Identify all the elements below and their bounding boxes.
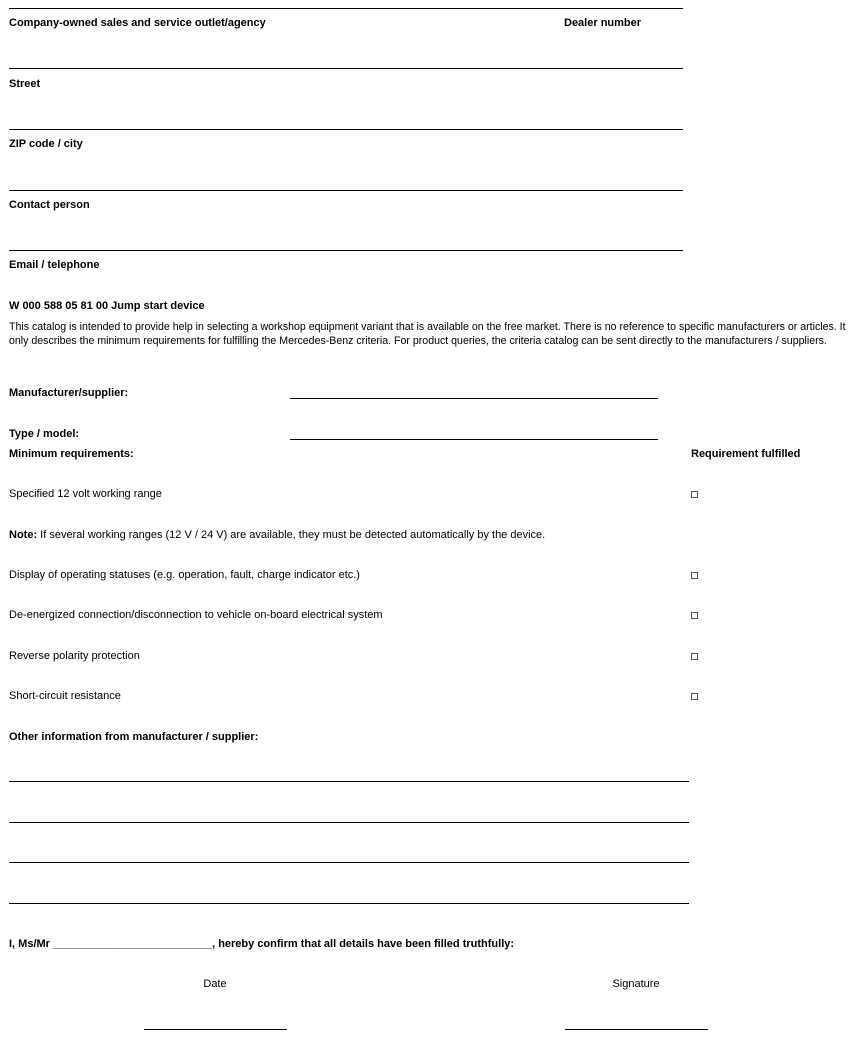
signature-line[interactable] [565,1029,708,1030]
requirement-item: De-energized connection/disconnection to vehicle on-board electrical system [9,609,383,621]
other-info-line[interactable] [9,781,689,782]
other-info-label: Other information from manufacturer / supplier: [9,731,259,743]
zip-label: ZIP code / city [9,138,83,150]
outlet-line [9,8,683,9]
street-line [9,68,683,69]
requirement-checkbox[interactable] [691,572,698,579]
name-blank[interactable]: __________________________ [53,938,213,950]
zip-line [9,129,683,130]
requirement-checkbox[interactable] [691,612,698,619]
other-info-line[interactable] [9,903,689,904]
confirmation-suffix: , hereby confirm that all details have been filled truthfully: [212,938,515,950]
manufacturer-line [290,398,658,399]
requirements-heading: Minimum requirements: [9,448,134,460]
requirement-item: Short-circuit resistance [9,690,121,702]
requirement-checkbox[interactable] [691,693,698,700]
type-model-label: Type / model: [9,428,80,440]
signature-label: Signature [612,978,660,990]
contact-label: Contact person [9,199,90,211]
requirement-fulfilled-heading: Requirement fulfilled [691,448,801,460]
other-info-line[interactable] [9,862,689,863]
date-line[interactable] [144,1029,287,1030]
date-label: Date [203,978,227,990]
outlet-label: Company-owned sales and service outlet/agency [9,17,266,29]
device-title: W 000 588 05 81 00 Jump start device [9,300,205,312]
note-label: Note: [9,529,38,541]
requirement-item: Specified 12 volt working range [9,488,162,500]
requirement-item: Reverse polarity protection [9,650,140,662]
requirement-item: Display of operating statuses (e.g. operation, fault, charge indicator etc.) [9,569,360,581]
email-label: Email / telephone [9,259,100,271]
type-model-line [290,439,658,440]
confirmation-statement [9,938,514,950]
requirement-checkbox[interactable] [691,653,698,660]
dealer-number-label: Dealer number [564,17,642,29]
confirmation-prefix: I, Ms/Mr [9,938,54,950]
contact-line [9,190,683,191]
street-label: Street [9,78,41,90]
manufacturer-label: Manufacturer/supplier: [9,387,129,399]
requirement-checkbox[interactable] [691,491,698,498]
other-info-line[interactable] [9,822,689,823]
device-description: This catalog is intended to provide help in selecting a workshop equipment variant that is available on the free market. There is no reference to specific manufacturers or articles. It only describes the minimum requirements for fulfilling the Mercedes-Benz criteria. For product queries, the criteria catalog can be sent directly to the manufacturers / suppliers. [9,321,846,347]
email-line [9,250,683,251]
requirement-note [9,529,545,541]
note-text: If several working ranges (12 V / 24 V) are available, they must be detected automatically by the device. [37,529,546,541]
